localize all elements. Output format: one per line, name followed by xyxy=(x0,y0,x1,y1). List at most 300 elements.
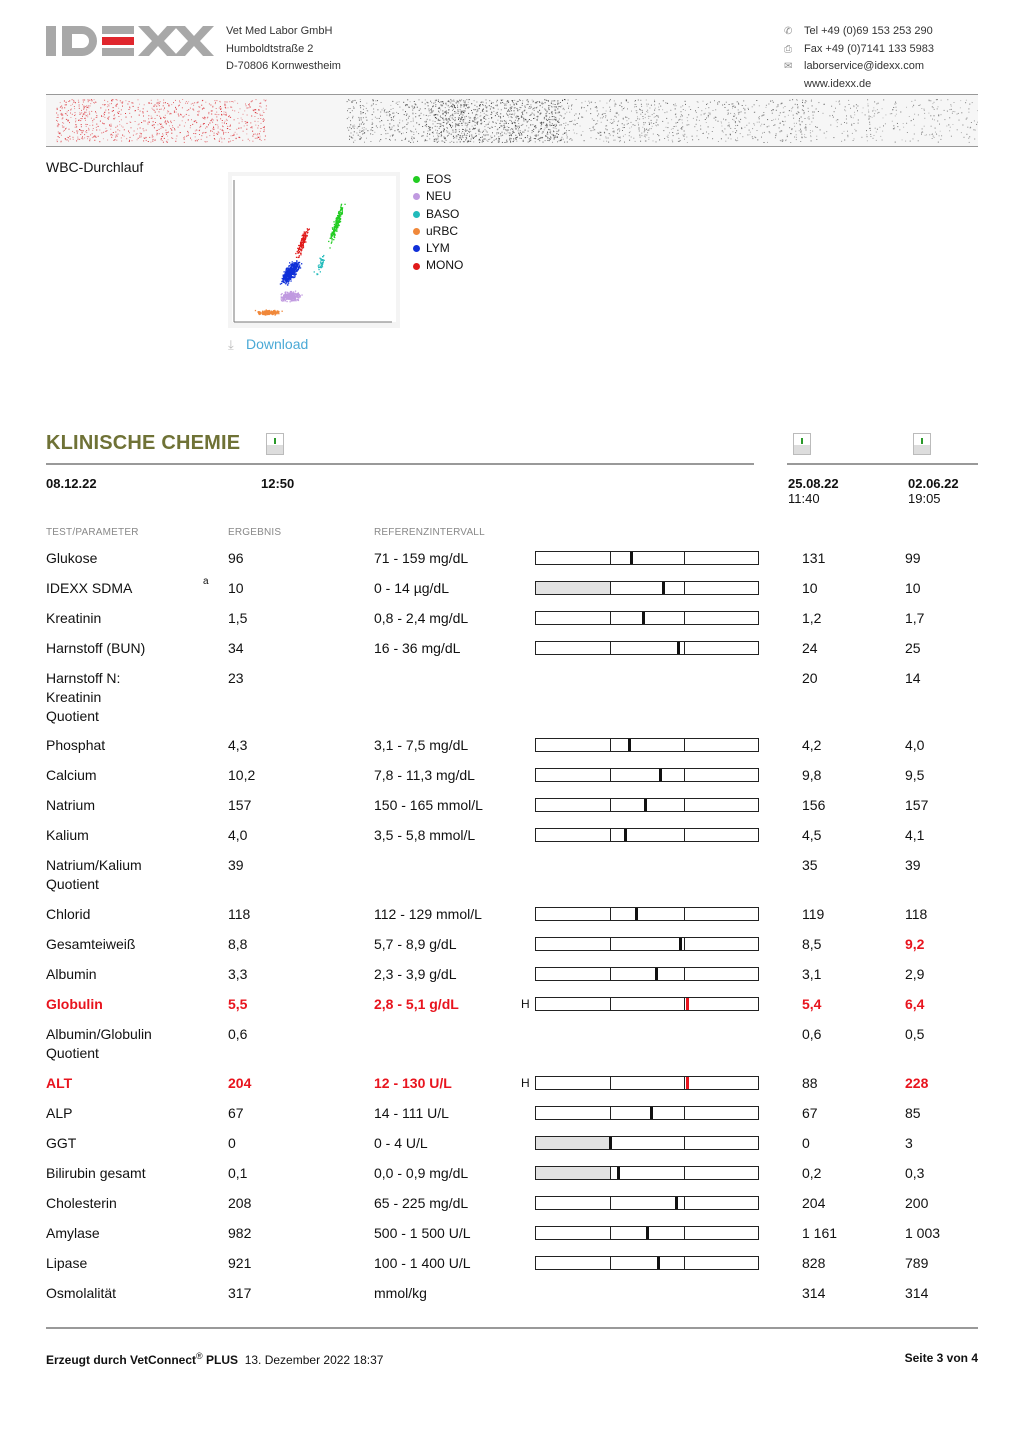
banner-dot xyxy=(453,138,454,139)
banner-dot xyxy=(140,128,141,129)
banner-dot xyxy=(460,107,461,108)
banner-dot xyxy=(606,103,607,104)
banner-dot xyxy=(804,136,805,137)
banner-dot xyxy=(928,113,929,114)
banner-dot xyxy=(241,127,242,128)
banner-dot xyxy=(375,100,376,101)
banner-dot xyxy=(537,116,538,117)
scatter-point-lym xyxy=(288,275,289,276)
banner-dot xyxy=(163,105,164,106)
banner-dot xyxy=(479,134,480,135)
banner-dot xyxy=(483,139,484,140)
banner-dot xyxy=(752,106,753,107)
scatter-point-lym xyxy=(290,275,291,276)
banner-dot xyxy=(184,126,185,127)
banner-dot xyxy=(591,137,592,138)
banner-dot xyxy=(504,125,505,126)
test-name: Glukose xyxy=(46,550,98,566)
banner-dot xyxy=(922,132,923,133)
banner-dot xyxy=(735,128,736,129)
scatter-point-lym xyxy=(293,269,294,270)
banner-dot xyxy=(921,134,922,135)
scatter-point-lym xyxy=(289,271,290,272)
banner-dot xyxy=(107,140,108,141)
scatter-point-mono xyxy=(304,240,305,241)
banner-dot xyxy=(79,112,80,113)
banner-dot xyxy=(537,120,538,121)
banner-dot xyxy=(744,110,745,111)
banner-dot xyxy=(507,101,508,102)
banner-dot xyxy=(456,138,457,139)
banner-dot xyxy=(932,119,933,120)
scatter-point-eos xyxy=(340,218,341,219)
scatter-point-neu xyxy=(296,296,297,297)
banner-dot xyxy=(796,123,797,124)
banner-dot xyxy=(381,120,382,121)
banner-dot xyxy=(59,133,60,134)
banner-dot xyxy=(503,128,504,129)
banner-dot xyxy=(64,127,65,128)
banner-dot xyxy=(160,118,161,119)
column-header-reference: REFERENZINTERVALL xyxy=(374,527,485,538)
banner-dot xyxy=(749,130,750,131)
banner-dot xyxy=(79,106,80,107)
banner-dot xyxy=(418,133,419,134)
banner-dot xyxy=(153,136,154,137)
banner-dot xyxy=(565,113,566,114)
banner-dot xyxy=(547,137,548,138)
banner-dot xyxy=(558,103,559,104)
wbc-scatter-plot xyxy=(228,172,400,328)
banner-dot xyxy=(519,138,520,139)
banner-dot xyxy=(833,137,834,138)
banner-dot xyxy=(388,112,389,113)
email-link[interactable]: laborservice@idexx.com xyxy=(804,60,924,72)
banner-dot xyxy=(425,108,426,109)
banner-dot xyxy=(164,108,165,109)
banner-dot xyxy=(893,125,894,126)
banner-dot xyxy=(853,106,854,107)
banner-dot xyxy=(207,117,208,118)
test-name: Kreatinin xyxy=(46,610,102,626)
scatter-point-lym xyxy=(296,262,297,263)
banner-dot xyxy=(484,126,485,127)
banner-dot xyxy=(188,120,189,121)
banner-dot xyxy=(157,130,158,131)
banner-dot xyxy=(237,134,238,135)
banner-dot xyxy=(371,105,372,106)
banner-dot xyxy=(468,108,469,109)
banner-dot xyxy=(77,137,78,138)
banner-dot xyxy=(718,141,719,142)
banner-dot xyxy=(802,102,803,103)
banner-dot xyxy=(439,102,440,103)
banner-dot xyxy=(83,130,84,131)
banner-dot xyxy=(138,138,139,139)
banner-dot xyxy=(915,100,916,101)
banner-dot xyxy=(488,139,489,140)
banner-dot xyxy=(559,140,560,141)
banner-dot xyxy=(219,101,220,102)
banner-dot xyxy=(557,121,558,122)
banner-dot xyxy=(151,116,152,117)
scatter-point-eos xyxy=(329,247,330,248)
banner-dot xyxy=(550,130,551,131)
banner-dot xyxy=(964,137,965,138)
banner-dot xyxy=(868,110,869,111)
banner-dot xyxy=(485,135,486,136)
banner-dot xyxy=(82,116,83,117)
banner-dot xyxy=(417,141,418,142)
banner-dot xyxy=(605,136,606,137)
section-divider xyxy=(787,463,978,465)
banner-dot xyxy=(552,113,553,114)
banner-dot xyxy=(351,101,352,102)
banner-dot xyxy=(639,135,640,136)
website-link[interactable]: www.idexx.de xyxy=(804,77,872,90)
banner-dot xyxy=(692,139,693,140)
banner-dot xyxy=(532,132,533,133)
banner-dot xyxy=(247,108,248,109)
banner-dot xyxy=(476,118,477,119)
banner-dot xyxy=(403,109,404,110)
banner-dot xyxy=(152,118,153,119)
scatter-point-mono xyxy=(307,228,308,229)
banner-dot xyxy=(518,128,519,129)
banner-dot xyxy=(486,108,487,109)
banner-dot xyxy=(867,136,868,137)
banner-dot xyxy=(462,135,463,136)
banner-dot xyxy=(444,137,445,138)
banner-dot xyxy=(442,141,443,142)
banner-dot xyxy=(793,118,794,119)
banner-dot xyxy=(360,105,361,106)
banner-dot xyxy=(906,107,907,108)
banner-dot xyxy=(104,100,105,101)
banner-dot xyxy=(117,126,118,127)
banner-dot xyxy=(649,128,650,129)
banner-dot xyxy=(391,117,392,118)
banner-dot xyxy=(623,108,624,109)
banner-dot xyxy=(905,141,906,142)
banner-dot xyxy=(872,111,873,112)
banner-dot xyxy=(157,102,158,103)
banner-dot xyxy=(920,104,921,105)
banner-dot xyxy=(611,119,612,120)
banner-dot xyxy=(534,118,535,119)
trend-chart-icon[interactable] xyxy=(266,433,284,455)
banner-dot xyxy=(363,117,364,118)
banner-dot xyxy=(933,136,934,137)
banner-dot xyxy=(488,134,489,135)
banner-dot xyxy=(140,133,141,134)
banner-dot xyxy=(498,133,499,134)
banner-dot xyxy=(407,128,408,129)
banner-dot xyxy=(408,118,409,119)
section-divider xyxy=(46,463,754,465)
banner-dot xyxy=(202,100,203,101)
banner-dot xyxy=(432,106,433,107)
banner-dot xyxy=(684,136,685,137)
banner-dot xyxy=(477,122,478,123)
scatter-point-lym xyxy=(285,270,286,271)
banner-dot xyxy=(456,102,457,103)
banner-dot xyxy=(512,123,513,124)
scatter-point-neu xyxy=(300,295,301,296)
banner-dot xyxy=(469,132,470,133)
banner-dot xyxy=(113,118,114,119)
banner-dot xyxy=(569,121,570,122)
banner-dot xyxy=(701,114,702,115)
banner-dot xyxy=(745,112,746,113)
banner-dot xyxy=(973,129,974,130)
banner-dot xyxy=(250,122,251,123)
banner-dot xyxy=(599,139,600,140)
banner-dot xyxy=(87,116,88,117)
banner-dot xyxy=(514,104,515,105)
banner-dot xyxy=(563,123,564,124)
banner-dot xyxy=(874,113,875,114)
banner-dot xyxy=(576,133,577,134)
banner-dot xyxy=(608,142,609,143)
banner-dot xyxy=(57,109,58,110)
banner-dot xyxy=(874,101,875,102)
banner-dot xyxy=(520,130,521,131)
banner-dot xyxy=(167,113,168,114)
trend-chart-icon[interactable] xyxy=(913,433,931,455)
banner-dot xyxy=(612,131,613,132)
banner-dot xyxy=(721,121,722,122)
banner-dot xyxy=(646,111,647,112)
banner-dot xyxy=(372,114,373,115)
banner-dot xyxy=(452,101,453,102)
banner-dot xyxy=(574,120,575,121)
banner-dot xyxy=(978,110,979,111)
scatter-point-mono xyxy=(308,229,309,230)
scatter-point-neu xyxy=(297,295,298,296)
trend-chart-icon[interactable] xyxy=(793,433,811,455)
banner-dot xyxy=(534,126,535,127)
banner-dot xyxy=(431,102,432,103)
banner-dot xyxy=(412,106,413,107)
banner-dot xyxy=(707,103,708,104)
banner-dot xyxy=(426,126,427,127)
banner-dot xyxy=(216,116,217,117)
banner-dot xyxy=(649,122,650,123)
banner-dot xyxy=(561,105,562,106)
download-link[interactable] xyxy=(228,336,308,352)
scatter-point-lym xyxy=(292,270,293,271)
scatter-point-eos xyxy=(334,237,335,238)
scatter-point-neu xyxy=(300,296,301,297)
banner-dot xyxy=(479,140,480,141)
banner-dot xyxy=(621,103,622,104)
banner-dot xyxy=(460,121,461,122)
banner-dot xyxy=(412,139,413,140)
banner-dot xyxy=(727,110,728,111)
banner-dot xyxy=(663,100,664,101)
banner-dot xyxy=(968,108,969,109)
scatter-point-urbc xyxy=(266,314,267,315)
banner-dot xyxy=(510,135,511,136)
banner-dot xyxy=(674,126,675,127)
banner-dot xyxy=(824,133,825,134)
banner-dot xyxy=(544,118,545,119)
scatter-point-neu xyxy=(281,298,282,299)
banner-dot xyxy=(438,101,439,102)
banner-dot xyxy=(654,101,655,102)
banner-dot xyxy=(595,124,596,125)
banner-dot xyxy=(514,113,515,114)
banner-dot xyxy=(143,128,144,129)
banner-dot xyxy=(538,139,539,140)
banner-dot xyxy=(535,127,536,128)
banner-dot xyxy=(161,126,162,127)
banner-dot xyxy=(653,123,654,124)
banner-dot xyxy=(515,122,516,123)
banner-dot xyxy=(419,115,420,116)
banner-dot xyxy=(74,132,75,133)
banner-dot xyxy=(924,126,925,127)
phone-number[interactable]: Tel +49 (0)69 153 253 290 xyxy=(804,25,933,37)
banner-dot xyxy=(879,127,880,128)
banner-dot xyxy=(474,119,475,120)
banner-dot xyxy=(69,100,70,101)
banner-dot xyxy=(759,122,760,123)
banner-dot xyxy=(846,119,847,120)
banner-dot xyxy=(187,110,188,111)
banner-dot xyxy=(174,110,175,111)
banner-dot xyxy=(505,104,506,105)
banner-dot xyxy=(484,121,485,122)
banner-dot xyxy=(443,103,444,104)
banner-dot xyxy=(229,141,230,142)
scatter-point-mono xyxy=(297,253,298,254)
banner-dot xyxy=(81,138,82,139)
banner-dot xyxy=(500,113,501,114)
banner-dot xyxy=(435,102,436,103)
banner-dot xyxy=(360,138,361,139)
banner-dot xyxy=(216,100,217,101)
banner-dot xyxy=(832,115,833,116)
banner-dot xyxy=(82,132,83,133)
scatter-point-lym xyxy=(293,271,294,272)
banner-dot xyxy=(554,100,555,101)
banner-dot xyxy=(220,109,221,110)
banner-dot xyxy=(491,114,492,115)
banner-dot xyxy=(361,138,362,139)
banner-dot xyxy=(387,120,388,121)
banner-dot xyxy=(373,100,374,101)
banner-dot xyxy=(231,107,232,108)
banner-dot xyxy=(165,115,166,116)
banner-dot xyxy=(250,107,251,108)
banner-dot xyxy=(257,134,258,135)
banner-dot xyxy=(495,122,496,123)
banner-dot xyxy=(154,140,155,141)
banner-dot xyxy=(640,109,641,110)
banner-dot xyxy=(696,124,697,125)
scatter-point-neu xyxy=(298,297,299,298)
banner-dot xyxy=(854,138,855,139)
banner-dot xyxy=(960,107,961,108)
banner-dot xyxy=(525,130,526,131)
banner-dot xyxy=(141,136,142,137)
banner-dot xyxy=(257,113,258,114)
banner-dot xyxy=(646,129,647,130)
banner-dot xyxy=(896,110,897,111)
banner-dot xyxy=(353,135,354,136)
banner-dot xyxy=(868,105,869,106)
banner-dot xyxy=(421,136,422,137)
banner-dot xyxy=(428,109,429,110)
banner-dot xyxy=(445,107,446,108)
banner-dot xyxy=(862,112,863,113)
banner-dot xyxy=(396,112,397,113)
banner-dot xyxy=(190,138,191,139)
banner-dot xyxy=(797,114,798,115)
banner-dot xyxy=(435,106,436,107)
banner-dot xyxy=(392,101,393,102)
banner-dot xyxy=(213,120,214,121)
banner-dot xyxy=(638,100,639,101)
banner-dot xyxy=(515,120,516,121)
banner-dot xyxy=(606,138,607,139)
scatter-point-neu xyxy=(281,293,282,294)
banner-dot xyxy=(88,101,89,102)
scatter-point-lym xyxy=(282,278,283,279)
banner-dot xyxy=(556,107,557,108)
banner-dot xyxy=(63,131,64,132)
banner-dot xyxy=(129,141,130,142)
banner-dot xyxy=(717,104,718,105)
banner-dot xyxy=(460,105,461,106)
banner-dot xyxy=(66,128,67,129)
banner-dot xyxy=(414,106,415,107)
banner-dot xyxy=(482,140,483,141)
banner-dot xyxy=(656,141,657,142)
banner-dot xyxy=(493,102,494,103)
banner-dot xyxy=(255,112,256,113)
banner-dot xyxy=(460,119,461,120)
banner-dot xyxy=(354,128,355,129)
banner-dot xyxy=(86,107,87,108)
banner-dot xyxy=(491,142,492,143)
banner-dot xyxy=(148,115,149,116)
banner-dot xyxy=(510,129,511,130)
banner-dot xyxy=(259,137,260,138)
banner-dot xyxy=(245,123,246,124)
banner-dot xyxy=(551,101,552,102)
banner-dot xyxy=(486,134,487,135)
banner-dot xyxy=(353,142,354,143)
banner-dot xyxy=(188,115,189,116)
banner-dot xyxy=(122,135,123,136)
banner-dot xyxy=(168,139,169,140)
banner-dot xyxy=(682,119,683,120)
banner-dot xyxy=(211,114,212,115)
banner-dot xyxy=(252,100,253,101)
banner-dot xyxy=(620,140,621,141)
banner-dot xyxy=(600,101,601,102)
banner-dot xyxy=(741,127,742,128)
banner-dot xyxy=(508,111,509,112)
banner-dot xyxy=(863,107,864,108)
banner-dot xyxy=(554,128,555,129)
banner-dot xyxy=(167,111,168,112)
banner-dot xyxy=(440,101,441,102)
banner-dot xyxy=(446,112,447,113)
